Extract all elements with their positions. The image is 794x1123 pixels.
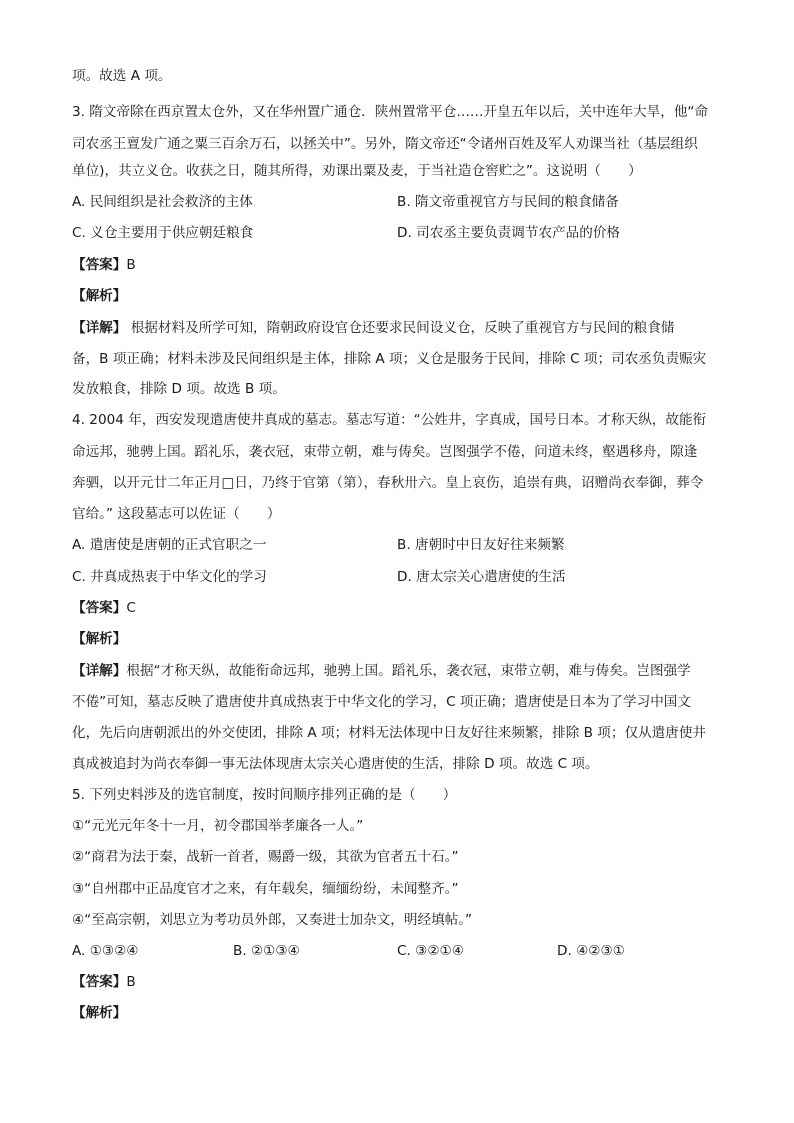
q4-detail-line-4: 真成被追封为尚衣奉御一事无法体现唐太宗关心遣唐使的生活，排除 D 项。故选 C 项。	[72, 756, 599, 772]
q4-option-a: A. 遣唐使是唐朝的正式官职之一	[72, 537, 267, 553]
q5-analysis-tag: 【解析】	[72, 1005, 127, 1021]
answer-value: B	[126, 257, 136, 273]
q4-analysis-tag: 【解析】	[72, 631, 127, 647]
detail-text: 根据“才称天纵，故能衔命远邦，驰骋上国。蹈礼乐，袭衣冠，束带立朝，难与俦矣。岂图强学	[126, 663, 691, 679]
q4-detail-line-2: 不倦”可知，墓志反映了遣唐使井真成热衷于中华文化的学习，C 项正确；遣唐使是日本为了学习中国文	[72, 694, 691, 710]
q4-stem-line-4: 官给。” 这段墓志可以佐证（ ）	[72, 506, 281, 522]
q3-stem-line-1: 3. 隋文帝除在西京置太仓外，又在华州置广通仓．陕州置常平仓……开皇五年以后，关中连年大旱，他“命	[72, 104, 709, 120]
q4-option-b: B. 唐朝时中日友好往来频繁	[397, 537, 565, 553]
q4-answer	[72, 598, 722, 618]
q4-detail-line-3: 化，先后向唐朝派出的外交使团，排除 A 项；材料无法体现中日友好往来频繁，排除 B 项；仅从遣唐使井	[72, 725, 707, 741]
q4-option-d: D. 唐太宗关心遣唐使的生活	[397, 569, 566, 585]
q4-stem-line-2: 命远邦，驰骋上国。蹈礼乐，袭衣冠，束带立朝，难与俦矣。岂图强学不倦，问道未终，壑遇移舟，隙逢	[72, 444, 698, 460]
q5-source-4: ④“至高宗朝，刘思立为考功员外郎，又奏进士加杂文，明经填帖。”	[72, 912, 473, 928]
q4-stem-line-1: 4. 2004 年，西安发现遣唐使井真成的墓志。墓志写道：“公姓井，字真成，国号日本。才称天纵，故能衔	[72, 412, 707, 428]
q5-source-2: ②“商君为法于秦，战斩一首者，赐爵一级，其欲为官者五十石。”	[72, 849, 459, 865]
answer-tag: 【答案】	[72, 974, 127, 990]
q3-option-b: B. 隋文帝重视官方与民间的粮食储备	[397, 194, 619, 210]
q4-detail-line-1	[72, 661, 722, 681]
q5-answer	[72, 972, 722, 992]
q4-stem-line-3: 奔驷，以开元廿二年正月□日，乃终于官第（第），春秋卅六。皇上哀伤，追崇有典，诏赠尚衣奉御，葬令	[72, 475, 704, 491]
answer-tag: 【答案】	[72, 257, 127, 273]
previous-answer-tail: 项。故选 A 项。	[72, 68, 172, 84]
q5-source-1: ①“元光元年冬十一月，初令郡国举孝廉各一人。”	[72, 818, 364, 834]
q5-option-c: C. ③②①④	[397, 943, 464, 959]
q4-option-c: C. 井真成热衷于中华文化的学习	[72, 569, 267, 585]
q3-detail-line-1	[72, 318, 722, 338]
q5-stem: 5. 下列史料涉及的选官制度，按时间顺序排列正确的是（ ）	[72, 787, 457, 803]
q3-analysis-tag: 【解析】	[72, 288, 127, 304]
q5-option-b: B. ②①③④	[233, 943, 300, 959]
answer-tag: 【答案】	[72, 600, 127, 616]
q5-option-a: A. ①③②④	[72, 943, 139, 959]
q5-option-d: D. ④②③①	[557, 943, 625, 959]
q3-option-c: C. 义仓主要用于供应朝廷粮食	[72, 225, 254, 241]
q3-stem-line-2: 司农丞王亶发广通之粟三百余万石，以拯关中”。另外，隋文帝还“令诸州百姓及军人劝课当社（基层组织	[72, 136, 698, 152]
answer-value: C	[126, 600, 136, 616]
detail-text: 根据材料及所学可知，隋朝政府设官仓还要求民间设义仓，反映了重视官方与民间的粮食储	[130, 320, 675, 336]
detail-tag: 【详解】	[72, 663, 127, 679]
q3-option-a: A. 民间组织是社会救济的主体	[72, 194, 253, 210]
q3-option-d: D. 司农丞主要负责调节农产品的价格	[397, 225, 621, 241]
answer-value: B	[126, 974, 136, 990]
q3-detail-line-2: 备，B 项正确；材料未涉及民间组织是主体，排除 A 项；义仓是服务于民间，排除 C 项；司农丞负责赈灾	[72, 351, 707, 367]
q3-detail-line-3: 发放粮食，排除 D 项。故选 B 项。	[72, 381, 286, 397]
q3-answer	[72, 255, 722, 275]
detail-tag: 【详解】	[72, 320, 127, 336]
q5-source-3: ③“自州郡中正品度官才之来，有年载矣，缅缅纷纷，未闻整齐。”	[72, 881, 459, 897]
q3-stem-line-3: 单位)，共立义仓。收获之日，随其所得，劝课出粟及麦，于当社造仓窖贮之”。这说明（ ）	[72, 163, 642, 179]
